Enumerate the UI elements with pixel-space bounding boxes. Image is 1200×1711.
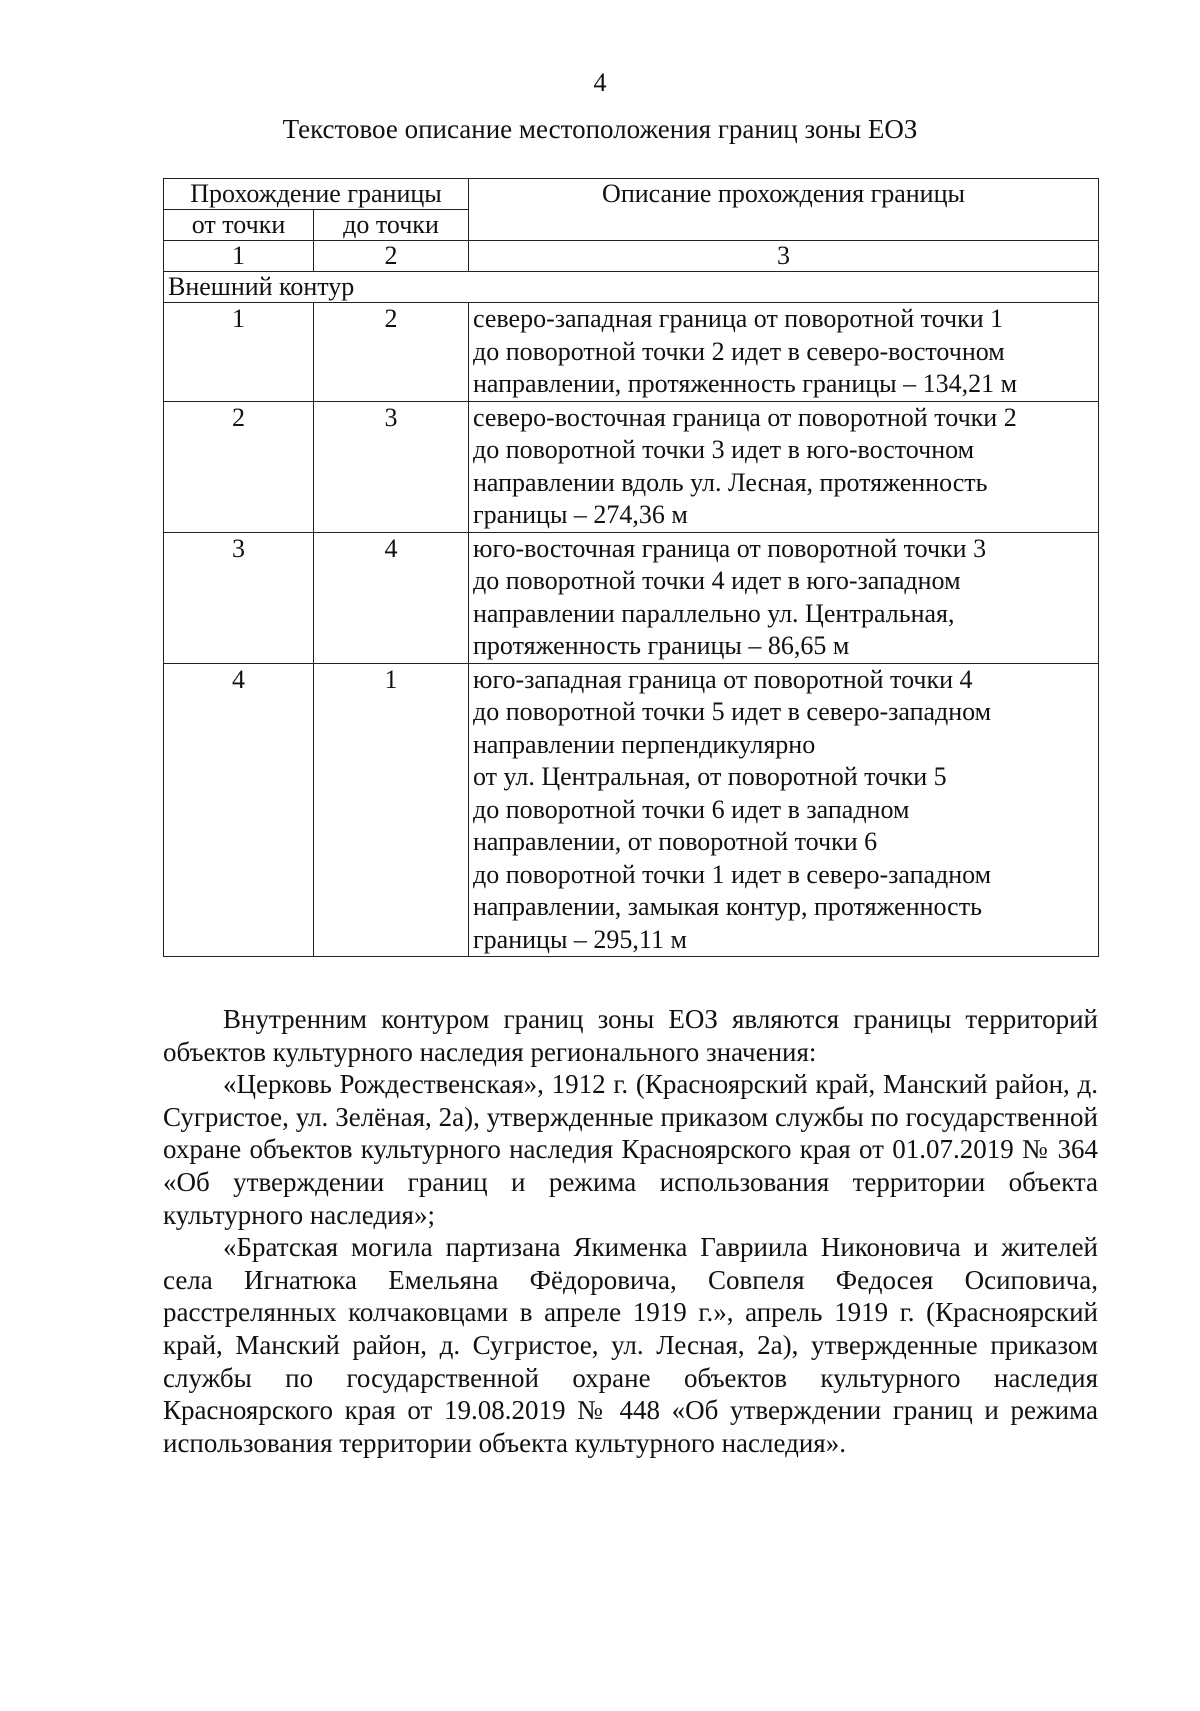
section-row [164, 272, 1099, 303]
description-line: до поворотной точки 6 идет в западном [473, 794, 910, 824]
body-paragraph: «Церковь Рождественская», 1912 г. (Красноярский край, Манский район, д. Сугристое, ул. Зелёная, 2а), утвержденные приказом службы по государственной охране объектов культурного наследия Красноярского края от 01.07.2019 № 364 «Об утверждении границ и режима использования территории объекта культурного наследия»; [163, 1069, 1098, 1230]
column-number-3: 3 [469, 241, 1099, 272]
description-line: направлении вдоль ул. Лесная, протяженность [473, 467, 988, 497]
section-outer-contour: Внешний контур [164, 272, 1099, 303]
from-point-cell: 4 [164, 663, 314, 957]
to-point-cell: 4 [314, 532, 469, 663]
description-line: юго-восточная граница от поворотной точки 3 [473, 533, 987, 563]
column-number-1: 1 [164, 241, 314, 272]
from-point-cell: 1 [164, 303, 314, 402]
description-line: направлении параллельно ул. Центральная, [473, 598, 955, 628]
header-description: Описание прохождения границы [469, 179, 1099, 241]
header-passage: Прохождение границы [164, 179, 469, 210]
description-line: направлении, от поворотной точки 6 [473, 827, 878, 856]
table-row [164, 303, 1099, 402]
to-point-cell: 1 [314, 663, 469, 957]
description-line: юго-западная граница от поворотной точки 4 [473, 664, 973, 694]
description-cell [469, 532, 1099, 663]
body-text [163, 1003, 1098, 1459]
to-point-cell: 2 [314, 303, 469, 402]
description-line: границы – 274,36 м [473, 500, 688, 529]
description-line: до поворотной точки 5 идет в северо-западном [473, 697, 992, 726]
description-line: протяженность границы – 86,65 м [473, 631, 850, 660]
to-point-cell: 3 [314, 401, 469, 532]
description-line: до поворотной точки 4 идет в юго-западном [473, 566, 961, 595]
body-paragraph: «Братская могила партизана Якименка Гавриила Никоновича и жителей села Игнатюка Емельяна Фёдоровича, Совпеля Федосея Осиповича, расстрелянных колчаковцами в апреле 1919 г.», апрель 1919 г. (Красноярский край, Манский район, д. Сугристое, ул. Лесная, 2а), утвержденные приказом службы по государственной охране объектов культурного наследия Красноярского края от 19.08.2019 № 448 «Об утверждении границ и режима использования территории объекта культурного наследия». [163, 1232, 1098, 1458]
description-line: границы – 295,11 м [473, 924, 687, 954]
description-cell [469, 401, 1099, 532]
document-title: Текстовое описание местоположения границ зоны ЕОЗ [282, 114, 918, 144]
description-line: северо-западная граница от поворотной точки 1 [473, 304, 1004, 333]
body-paragraph: Внутренним контуром границ зоны ЕОЗ являются границы территорий объектов культурного наследия регионального значения: [163, 1004, 1098, 1067]
column-number-row [164, 241, 1099, 272]
description-line: до поворотной точки 2 идет в северо-восточном [473, 336, 1005, 366]
description-line: от ул. Центральная, от поворотной точки 5 [473, 762, 947, 791]
table-header-row [164, 179, 1099, 210]
description-line: до поворотной точки 1 идет в северо-западном [473, 859, 992, 889]
description-line: направлении, замыкая контур, протяженность [473, 892, 982, 921]
table-row [164, 401, 1099, 532]
header-to-point: до точки [314, 210, 469, 241]
column-number-2: 2 [314, 241, 469, 272]
page-number: 4 [593, 68, 607, 97]
description-line: направлении перпендикулярно [473, 729, 816, 759]
description-line: направлении, протяженность границы – 134,21 м [473, 369, 1018, 398]
from-point-cell: 3 [164, 532, 314, 663]
description-line: северо-восточная граница от поворотной точки 2 [473, 402, 1017, 432]
header-from-point: от точки [164, 210, 314, 241]
table-row [164, 663, 1099, 957]
from-point-cell: 2 [164, 401, 314, 532]
description-line: до поворотной точки 3 идет в юго-восточном [473, 435, 975, 464]
table-row [164, 532, 1099, 663]
boundary-table [163, 178, 1099, 957]
description-cell [469, 303, 1099, 402]
table-body [164, 303, 1099, 957]
description-cell [469, 663, 1099, 957]
